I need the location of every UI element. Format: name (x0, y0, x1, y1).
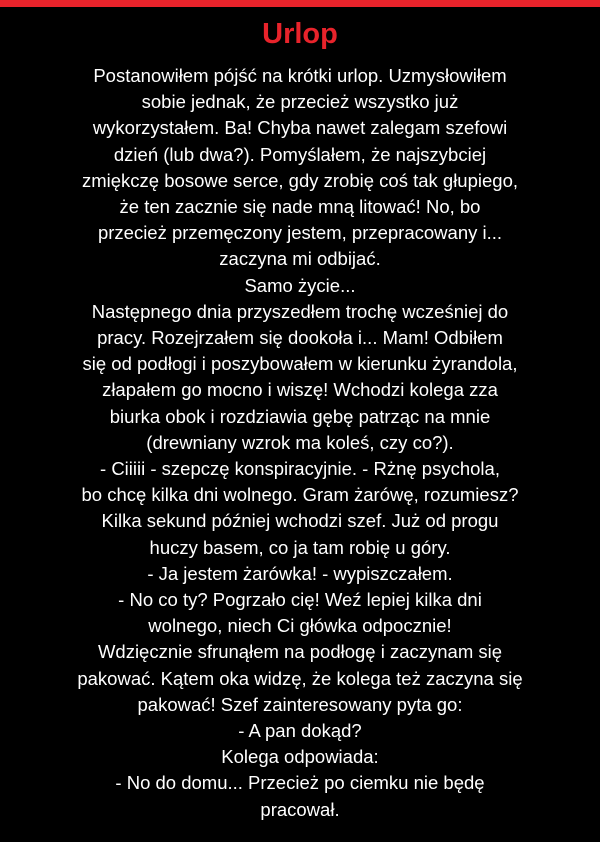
story-line: - No do domu... Przecież po ciemku nie będę (115, 772, 485, 794)
story-line: huczy basem, co ja tam robię u góry. (149, 536, 451, 558)
story-line: wolnego, niech Ci główka odpocznie! (148, 615, 452, 637)
story-line: pracy. Rozejrzałem się dookoła i... Mam! Odbiłem (97, 327, 503, 349)
story-line: - A pan dokąd? (238, 720, 362, 742)
story-text (20, 63, 580, 823)
story-line: (drewniany wzrok ma koleś, czy co?). (146, 431, 454, 453)
top-accent-bar (0, 0, 600, 7)
story-line: Samo życie... (244, 274, 356, 296)
story-line: zmiękczę bosowe serce, gdy zrobię coś tak głupiego, (82, 169, 518, 191)
story-line: pakować. Kątem oka widzę, że kolega też zaczyna się (77, 667, 523, 689)
story-line: sobie jednak, że przecież wszystko już (141, 91, 459, 113)
story-line: się od podłogi i poszybowałem w kierunku żyrandola, (82, 353, 518, 375)
story-line: wykorzystałem. Ba! Chyba nawet zalegam szefowi (92, 117, 508, 139)
story-line: zaczyna mi odbijać. (219, 248, 381, 270)
story-line: złapałem go mocno i wiszę! Wchodzi kolega zza (102, 379, 498, 401)
story-line: - No co ty? Pogrzało cię! Weź lepiej kilka dni (118, 589, 482, 611)
story-line: Następnego dnia przyszedłem trochę wcześniej do (91, 300, 509, 322)
page-title: Urlop (262, 18, 338, 50)
story-line: Wdzięcznie sfrunąłem na podłogę i zaczynam się (97, 641, 503, 663)
story-line: Kolega odpowiada: (221, 746, 379, 768)
story-line: że ten zacznie się nade mną litować! No, bo (119, 196, 481, 218)
story-line: przecież przemęczony jestem, przepracowany i... (97, 222, 503, 244)
story-line: dzień (lub dwa?). Pomyślałem, że najszybciej (113, 143, 487, 165)
story-line: bo chcę kilka dni wolnego. Gram żarówę, rozumiesz? (81, 484, 519, 506)
story-line: pracował. (260, 798, 340, 820)
story-line: biurka obok i rozdziawia gębę patrząc na mnie (109, 405, 491, 427)
story-line: - Ciiiii - szepczę konspiracyjnie. - Rżnę psychola, (100, 458, 500, 480)
story-line: Kilka sekund później wchodzi szef. Już od progu (101, 510, 499, 532)
story-line: Postanowiłem pójść na krótki urlop. Uzmysłowiłem (93, 65, 507, 86)
story-line: - Ja jestem żarówka! - wypiszczałem. (147, 562, 453, 584)
story-line: pakować! Szef zainteresowany pyta go: (137, 693, 463, 715)
